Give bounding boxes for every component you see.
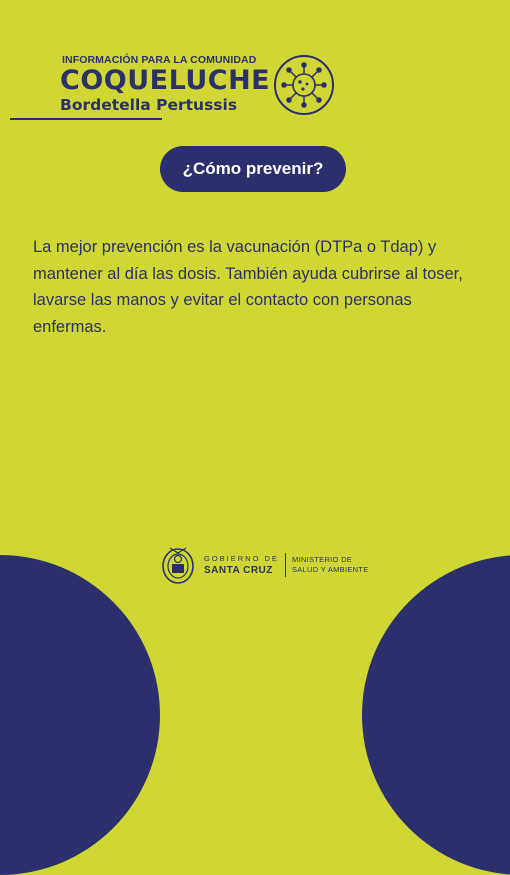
body-paragraph: La mejor prevención es la vacunación (DTPa o Tdap) y mantener al día las dosis. También ayuda cubrirse al toser, lavarse las manos y evitar el contacto con personas enfermas. [33,238,463,336]
footer-logo [160,543,369,587]
title-underline [10,118,162,120]
page-subtitle: Bordetella Pertussis [60,96,238,114]
provincial-seal-icon [160,544,196,586]
question-badge [160,146,346,192]
ministry-line-1: MINISTERIO DE [291,555,353,564]
corner-shape-right [362,555,510,875]
footer-divider [285,553,286,577]
government-name [204,553,279,577]
page-title: COQUELUCHE [60,65,271,96]
ministry-line-2: SALUD Y AMBIENTE [291,565,369,574]
ministry-name [292,555,369,575]
header-kicker: INFORMACIÓN PARA LA COMUNIDAD [62,54,257,66]
government-line-2: SANTA CRUZ [204,565,273,576]
corner-shape-left [0,555,160,875]
government-line-1: GOBIERNO DE [204,554,279,563]
question-text: ¿Cómo prevenir? [182,159,324,178]
virus-icon [273,54,335,116]
